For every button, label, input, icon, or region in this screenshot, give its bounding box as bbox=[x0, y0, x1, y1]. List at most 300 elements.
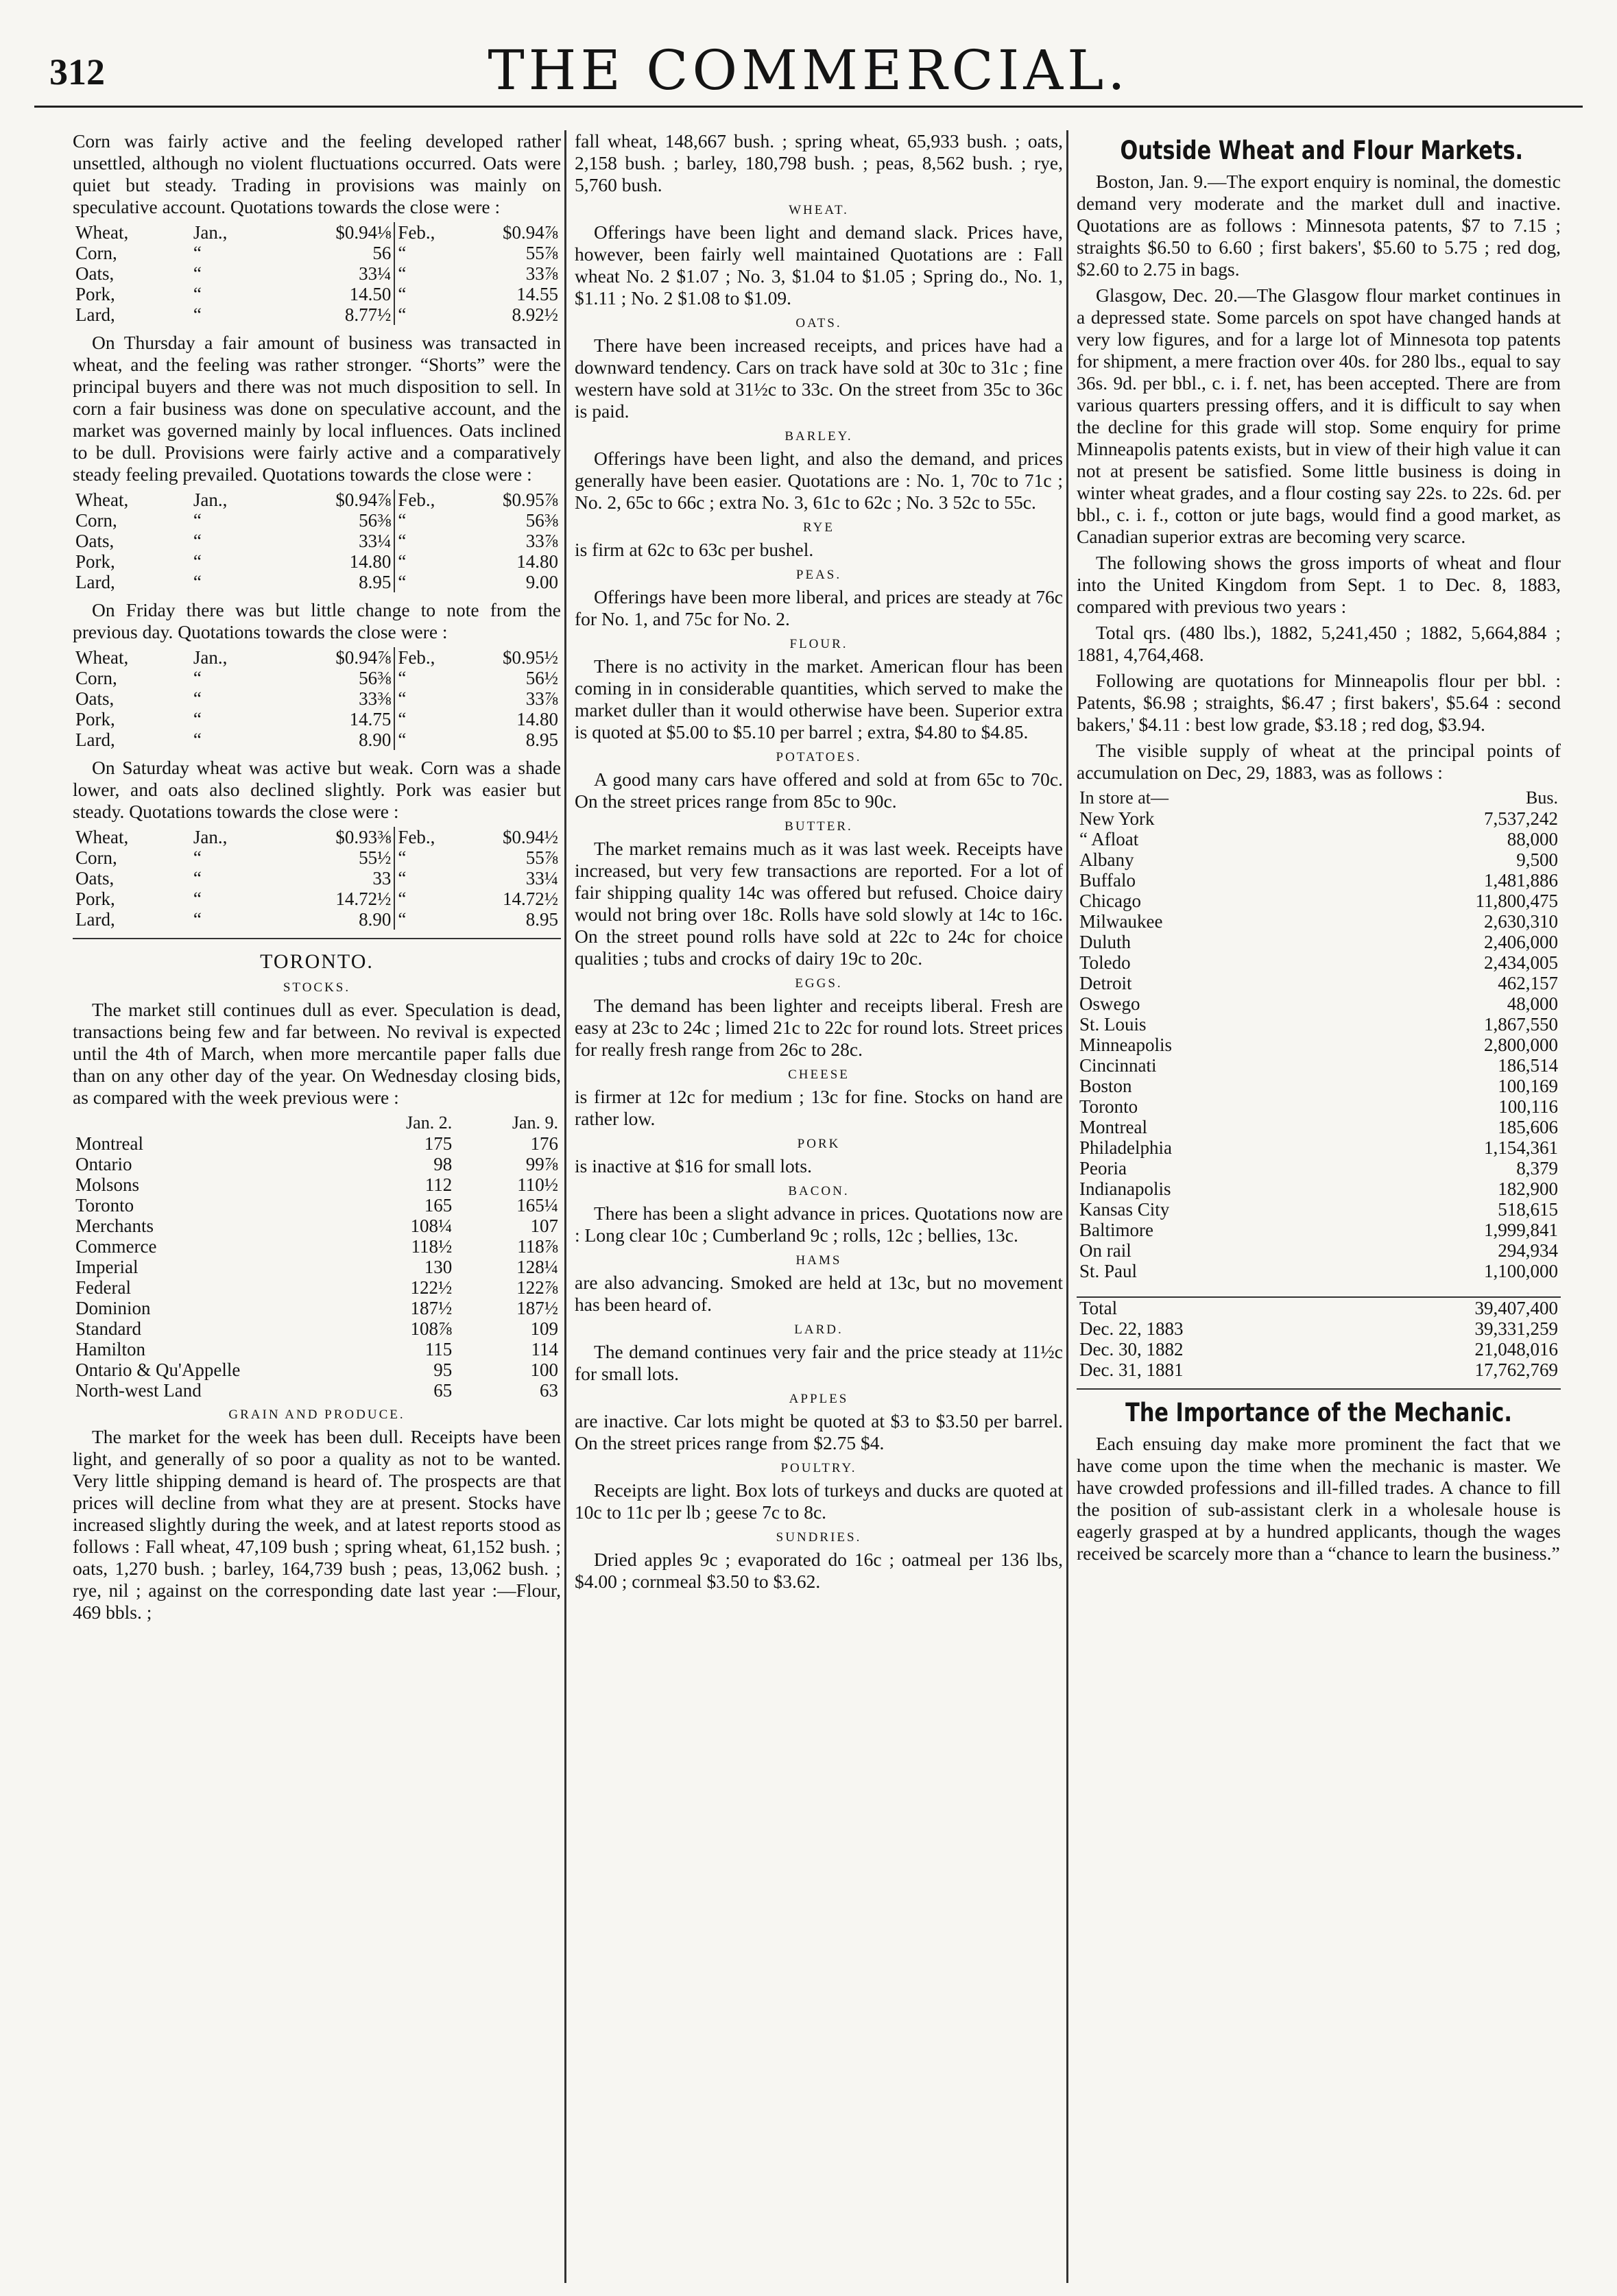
table-cell: Ontario bbox=[75, 1154, 132, 1174]
table-row bbox=[73, 889, 561, 909]
table-cell: 63 bbox=[540, 1380, 558, 1401]
paragraph: The following shows the gross imports of wheat and flour into the United Kingdom from Sept. 1 to Dec. 8, 1883, compared with previous two years : bbox=[1077, 552, 1561, 617]
subheading: LARD. bbox=[794, 1322, 843, 1337]
table-row bbox=[1077, 952, 1561, 973]
subheading: FLOUR. bbox=[789, 637, 848, 651]
table-cell: Wheat, bbox=[75, 827, 129, 847]
table-cell: 14.50 bbox=[349, 284, 392, 304]
table-cell: 8.90 bbox=[359, 729, 392, 750]
table-cell: Lard, bbox=[75, 572, 115, 592]
table-row bbox=[1077, 932, 1561, 952]
table-cell: 95 bbox=[433, 1360, 453, 1380]
paragraph: Each ensuing day make more prominent the fact that we have come upon the time when the mechanic is master. We have crowded professions and ill-filled trades. A chance to fill the position of sub-assistant clerk in a wholesale house is eagerly grasped at by a hundred applicants, though the wages received be scarcely more than a “chance to learn the business.” bbox=[1077, 1433, 1561, 1564]
subheading: GRAIN AND PRODUCE. bbox=[228, 1407, 405, 1422]
paragraph: There has been a slight advance in prices. Quotations now are : Long clear 10c ; Cumberland 9c ; rolls, 12c ; bellies, 13c. bbox=[575, 1203, 1063, 1246]
table-cell: 8.77½ bbox=[344, 304, 392, 325]
table-cell: 118½ bbox=[411, 1236, 453, 1257]
table-row bbox=[1077, 829, 1561, 849]
table-cell: Buffalo bbox=[1079, 870, 1136, 891]
table-row bbox=[73, 1216, 561, 1236]
table-cell: 8,379 bbox=[1516, 1158, 1558, 1179]
table-cell: Albany bbox=[1079, 849, 1134, 870]
table-cell: Standard bbox=[75, 1318, 141, 1339]
table-cell: 130 bbox=[424, 1257, 453, 1277]
table-cell: Jan., bbox=[193, 827, 228, 847]
table-row bbox=[1077, 1035, 1561, 1055]
table-cell: 100,116 bbox=[1498, 1096, 1558, 1117]
table-cell: Wheat, bbox=[75, 222, 129, 243]
table-cell: 56⅜ bbox=[525, 510, 558, 531]
paragraph: Total qrs. (480 lbs.), 1882, 5,241,450 ; 1882, 5,664,884 ; 1881, 4,764,468. bbox=[1077, 622, 1561, 665]
table-cell: 99⅞ bbox=[525, 1154, 558, 1174]
table-cell: 182,900 bbox=[1498, 1179, 1558, 1199]
table-row bbox=[1077, 1014, 1561, 1035]
table-row bbox=[1077, 911, 1561, 932]
table-cell: Oats, bbox=[75, 868, 115, 889]
table-row bbox=[73, 263, 561, 284]
table-row bbox=[1077, 849, 1561, 870]
table-row bbox=[1077, 1117, 1561, 1137]
table-cell: “ bbox=[394, 531, 438, 551]
table-row bbox=[73, 1277, 561, 1298]
table-cell: Philadelphia bbox=[1079, 1137, 1172, 1158]
subheading: RYE bbox=[803, 520, 835, 535]
table-row bbox=[73, 1339, 561, 1360]
table-cell: On rail bbox=[1079, 1240, 1131, 1261]
table-cell: Wheat, bbox=[75, 490, 129, 510]
table-cell: Indianapolis bbox=[1079, 1179, 1171, 1199]
table-cell: North-west Land bbox=[75, 1380, 202, 1401]
table-row bbox=[73, 709, 561, 729]
table-cell: 98 bbox=[433, 1154, 453, 1174]
paragraph: is inactive at $16 for small lots. bbox=[575, 1155, 812, 1176]
quotation-table bbox=[73, 827, 561, 930]
table-cell: “ bbox=[193, 263, 202, 284]
table-cell: Merchants bbox=[75, 1216, 154, 1236]
table-row bbox=[73, 647, 561, 668]
table-cell: “ bbox=[193, 847, 202, 868]
table-cell: Lard, bbox=[75, 909, 115, 930]
column-header: Bus. bbox=[1526, 788, 1558, 808]
table-row bbox=[1077, 1261, 1561, 1281]
table-cell: “ bbox=[193, 304, 202, 325]
table-cell: Dec. 30, 1882 bbox=[1079, 1339, 1184, 1360]
paragraph: On Friday there was but little change to note from the previous day. Quotations towards the close were : bbox=[73, 599, 561, 642]
table-cell: 2,434,005 bbox=[1484, 952, 1558, 973]
table-cell: 88,000 bbox=[1507, 829, 1558, 849]
table-cell: Corn, bbox=[75, 847, 117, 868]
paragraph: Offerings have been light, and also the demand, and prices generally have been easier. Quotations are : No. 1, 70c to 71c ; No. 2, 65c to 66c ; extra No. 3, 61c to 62c ; No. 3 52c to 55c. bbox=[575, 448, 1063, 513]
table-cell: Milwaukee bbox=[1079, 911, 1163, 932]
table-header bbox=[73, 1113, 561, 1133]
table-row bbox=[1077, 1199, 1561, 1220]
paragraph: On Thursday a fair amount of business was transacted in wheat, and the feeling was rather stronger. “Shorts” were the principal buyers and there was not much disposition to sell. In corn a fair business was done on speculative account, and the market was governed mainly by local influences. Oats inclined to be dull. Provisions were fairly active and a comparatively steady feeling prevailed. Quotations towards the close were : bbox=[73, 332, 561, 485]
table-cell: “ bbox=[394, 668, 438, 688]
stocks-body bbox=[73, 1133, 561, 1401]
table-cell: Total bbox=[1077, 1297, 1357, 1318]
table-cell: 1,867,550 bbox=[1484, 1014, 1558, 1035]
table-cell: 114 bbox=[531, 1339, 558, 1360]
table-cell: 33⅜ bbox=[359, 688, 392, 709]
table-cell: 1,100,000 bbox=[1484, 1261, 1558, 1281]
table-cell: 294,934 bbox=[1498, 1240, 1558, 1261]
table-cell: 17,762,769 bbox=[1474, 1360, 1558, 1380]
table-cell: St. Paul bbox=[1079, 1261, 1138, 1281]
table-cell: Boston bbox=[1079, 1076, 1132, 1096]
table-row bbox=[73, 1154, 561, 1174]
table-row bbox=[73, 551, 561, 572]
subheading: PORK bbox=[797, 1137, 841, 1151]
paragraph: The demand has been lighter and receipts liberal. Fresh are easy at 23c to 24c ; limed 21c to 22c for round lots. Street prices for really fresh range from 26c to 28c. bbox=[575, 995, 1063, 1060]
table-cell: “ bbox=[394, 709, 438, 729]
table-cell: 7,537,242 bbox=[1484, 808, 1558, 829]
table-row bbox=[1077, 1240, 1561, 1261]
quotation-table bbox=[73, 222, 561, 325]
table-cell: 1,999,841 bbox=[1484, 1220, 1558, 1240]
table-row bbox=[73, 909, 561, 930]
table-cell: 48,000 bbox=[1507, 993, 1558, 1014]
table-cell: Cincinnati bbox=[1079, 1055, 1157, 1076]
table-cell: Jan., bbox=[193, 647, 228, 668]
table-cell: 39,331,259 bbox=[1474, 1318, 1558, 1339]
table-cell: “ bbox=[394, 551, 438, 572]
subheading: POULTRY. bbox=[780, 1461, 857, 1475]
table-row bbox=[73, 572, 561, 592]
table-row bbox=[73, 688, 561, 709]
paragraph: There is no activity in the market. American flour has been coming in in considerable quantities, which served to make the market duller than it would otherwise have been. Superior extra is quoted at $5.00 to $5.10 per barrel ; extra, $4.80 to $4.85. bbox=[575, 655, 1063, 742]
table-cell: 65 bbox=[433, 1380, 453, 1401]
subheading: BUTTER. bbox=[784, 819, 853, 834]
table-cell: 185,606 bbox=[1498, 1117, 1558, 1137]
table-row bbox=[73, 1380, 561, 1401]
table-cell: Feb., bbox=[394, 647, 438, 668]
table-cell: “ bbox=[193, 889, 202, 909]
table-cell: “ bbox=[193, 909, 202, 930]
table-cell: 118⅞ bbox=[517, 1236, 558, 1257]
table-row bbox=[73, 1236, 561, 1257]
table-cell: “ bbox=[394, 284, 438, 304]
table-cell: “ bbox=[193, 688, 202, 709]
table-row bbox=[73, 1133, 561, 1154]
table-cell: “ bbox=[193, 709, 202, 729]
table-cell: 108¼ bbox=[410, 1216, 453, 1236]
table-cell: Oats, bbox=[75, 531, 115, 551]
table-cell: 56 bbox=[372, 243, 392, 263]
table-cell: “ bbox=[193, 284, 202, 304]
table-cell: 8.90 bbox=[359, 909, 392, 930]
paragraph: are inactive. Car lots might be quoted at $3 to $3.50 per barrel. On the street prices range from $2.75 $4. bbox=[575, 1410, 1063, 1453]
table-cell: $0.94⅞ bbox=[335, 490, 392, 510]
paragraph: Offerings have been light and demand slack. Prices have, however, been fairly well maintained Quotations are : Fall wheat No. 2 $1.07 ; No. 3, $1.04 to $1.05 ; Spring do., No. 1, $1.11 ; No. 2 $1.08 to $1.09. bbox=[575, 221, 1063, 309]
table-cell: $0.95½ bbox=[503, 647, 558, 668]
table-row bbox=[73, 531, 561, 551]
quotation-table bbox=[73, 647, 561, 750]
table-cell: 14.80 bbox=[516, 551, 558, 572]
table-cell: 2,800,000 bbox=[1484, 1035, 1558, 1055]
table-cell: 110½ bbox=[517, 1174, 558, 1195]
column-header: Jan. 2. bbox=[406, 1113, 453, 1133]
table-cell: 175 bbox=[424, 1133, 453, 1154]
table-row bbox=[73, 1174, 561, 1195]
table-cell: “ bbox=[193, 572, 202, 592]
paragraph: The demand continues very fair and the price steady at 11½c for small lots. bbox=[575, 1341, 1063, 1384]
table-row bbox=[1077, 1220, 1561, 1240]
subheading: BARLEY. bbox=[784, 429, 853, 444]
table-cell: “ bbox=[193, 868, 202, 889]
totals-body bbox=[1077, 1297, 1561, 1380]
table-cell: Duluth bbox=[1079, 932, 1131, 952]
table-row bbox=[73, 1360, 561, 1380]
table-cell: “ bbox=[193, 729, 202, 750]
table-cell: 21,048,016 bbox=[1474, 1339, 1558, 1360]
paragraph: Offerings have been more liberal, and prices are steady at 76c for No. 1, and 75c for No. 2. bbox=[575, 586, 1063, 629]
table-cell: 14.80 bbox=[516, 709, 558, 729]
quotation-table bbox=[73, 490, 561, 592]
table-cell: 14.72½ bbox=[503, 889, 558, 909]
table-cell: “ bbox=[394, 572, 438, 592]
subheading: CHEESE bbox=[788, 1067, 850, 1082]
subheading: OATS. bbox=[795, 316, 842, 330]
table-cell: 56⅜ bbox=[359, 668, 392, 688]
table-cell: Toledo bbox=[1079, 952, 1131, 973]
paragraph: There have been increased receipts, and prices have had a downward tendency. Cars on track have sold at 30c to 31c ; fine western have sold at 31½c to 33c. On the street from 35c to 36c is paid. bbox=[575, 335, 1063, 422]
table-cell: 187½ bbox=[516, 1298, 558, 1318]
table-cell: 9,500 bbox=[1516, 849, 1558, 870]
table-cell: Minneapolis bbox=[1079, 1035, 1172, 1055]
table-cell: Dec. 22, 1883 bbox=[1079, 1318, 1184, 1339]
table-cell: 33⅞ bbox=[525, 263, 558, 284]
paragraph: A good many cars have offered and sold at from 65c to 70c. On the street prices range from 85c to 90c. bbox=[575, 769, 1063, 812]
subheading: APPLES bbox=[789, 1392, 849, 1406]
table-cell: 122½ bbox=[410, 1277, 453, 1298]
subheading: WHEAT. bbox=[789, 203, 849, 217]
table-row bbox=[1077, 1096, 1561, 1117]
table-cell: “ bbox=[193, 243, 202, 263]
paragraph: is firmer at 12c for medium ; 13c for fine. Stocks on hand are rather low. bbox=[575, 1086, 1063, 1129]
table-cell: 176 bbox=[530, 1133, 558, 1154]
table-row bbox=[73, 1298, 561, 1318]
table-row bbox=[1077, 1158, 1561, 1179]
table-cell: “ bbox=[394, 243, 438, 263]
section-heading: TORONTO. bbox=[260, 950, 374, 973]
table-row bbox=[73, 729, 561, 750]
table-cell: Oats, bbox=[75, 688, 115, 709]
table-row bbox=[73, 668, 561, 688]
table-row bbox=[73, 304, 561, 325]
subheading: POTATOES. bbox=[776, 750, 862, 764]
table-cell: Molsons bbox=[75, 1174, 140, 1195]
table-cell: $0.94⅛ bbox=[335, 222, 392, 243]
table-cell: $0.94⅞ bbox=[503, 222, 558, 243]
table-cell: 462,157 bbox=[1498, 973, 1558, 993]
table-cell: Corn, bbox=[75, 668, 117, 688]
column-header: In store at— bbox=[1079, 788, 1169, 808]
table-cell: 108⅞ bbox=[410, 1318, 453, 1339]
table-cell: Lard, bbox=[75, 729, 115, 750]
column-header: Jan. 9. bbox=[512, 1113, 558, 1133]
table-cell: Pork, bbox=[75, 551, 115, 572]
table-cell: 14.72½ bbox=[335, 889, 392, 909]
table-cell: Feb., bbox=[394, 222, 438, 243]
divider bbox=[73, 938, 561, 939]
paragraph: Corn was fairly active and the feeling developed rather unsettled, although no violent fluctuations occurred. Oats were quiet but steady. Trading in provisions was mainly on speculative account. Quotations towards the close were : bbox=[73, 130, 561, 217]
table-row bbox=[1077, 1055, 1561, 1076]
table-cell: 165 bbox=[424, 1195, 453, 1216]
table-cell: Wheat, bbox=[75, 647, 129, 668]
table-row bbox=[1077, 891, 1561, 911]
table-cell: Jan., bbox=[193, 490, 228, 510]
table-cell: 165¼ bbox=[516, 1195, 558, 1216]
table-cell: 14.55 bbox=[516, 284, 558, 304]
table-cell: 56⅜ bbox=[359, 510, 392, 531]
column-1 bbox=[73, 130, 561, 1628]
table-cell: Corn, bbox=[75, 510, 117, 531]
table-cell: 128¼ bbox=[516, 1257, 558, 1277]
table-cell: 39,407,400 bbox=[1357, 1297, 1561, 1318]
table-cell: 8.95 bbox=[525, 909, 558, 930]
table-row bbox=[1077, 973, 1561, 993]
page-number: 312 bbox=[49, 51, 105, 93]
visible-supply-table bbox=[1077, 788, 1561, 1380]
table-cell: 14.75 bbox=[349, 709, 392, 729]
table-row bbox=[1077, 1360, 1561, 1380]
table-cell: 112 bbox=[424, 1174, 453, 1195]
table-cell: “ bbox=[193, 510, 202, 531]
paragraph: fall wheat, 148,667 bush. ; spring wheat, 65,933 bush. ; oats, 2,158 bush. ; barley, 180,798 bush. ; peas, 8,562 bush. ; rye, 5,760 bush. bbox=[575, 130, 1063, 195]
table-row bbox=[73, 284, 561, 304]
table-cell: 109 bbox=[530, 1318, 558, 1339]
table-cell: 33¼ bbox=[359, 531, 392, 551]
paragraph: On Saturday wheat was active but weak. Corn was a shade lower, and oats also declined slightly. Pork was easier but steady. Quotations towards the close were : bbox=[73, 757, 561, 822]
table-cell: Imperial bbox=[75, 1257, 139, 1277]
table-row bbox=[1077, 870, 1561, 891]
table-cell: “ bbox=[394, 510, 438, 531]
column-2 bbox=[575, 130, 1063, 1597]
paragraph: is firm at 62c to 63c per bushel. bbox=[575, 539, 814, 560]
table-row bbox=[1077, 993, 1561, 1014]
table-cell: St. Louis bbox=[1079, 1014, 1147, 1035]
table-cell: 11,800,475 bbox=[1475, 891, 1558, 911]
article-heading: Outside Wheat and Flour Markets. bbox=[1120, 136, 1524, 165]
table-row bbox=[73, 847, 561, 868]
table-cell: Toronto bbox=[1079, 1096, 1138, 1117]
table-cell: Peoria bbox=[1079, 1158, 1127, 1179]
table-cell: Ontario & Qu'Appelle bbox=[75, 1360, 241, 1380]
table-cell: Kansas City bbox=[1079, 1199, 1170, 1220]
table-row bbox=[73, 1195, 561, 1216]
table-cell: 100 bbox=[530, 1360, 558, 1380]
table-cell: $0.93⅜ bbox=[335, 827, 392, 847]
table-row bbox=[73, 490, 561, 510]
table-cell: Chicago bbox=[1079, 891, 1141, 911]
table-cell: $0.95⅞ bbox=[503, 490, 558, 510]
table-cell: 2,630,310 bbox=[1484, 911, 1558, 932]
article-heading: The Importance of the Mechanic. bbox=[1125, 1398, 1512, 1427]
table-cell: 55⅞ bbox=[525, 243, 558, 263]
table-cell: 100,169 bbox=[1498, 1076, 1558, 1096]
table-header bbox=[1077, 788, 1561, 808]
table-cell: 1,481,886 bbox=[1484, 870, 1558, 891]
subheading: EGGS. bbox=[795, 976, 843, 991]
paragraph: Boston, Jan. 9.—The export enquiry is nominal, the domestic demand very moderate and the market dull and inactive. Quotations are as follows : Minnesota patents, $7 to 7.15 ; straights $6.50 to 6.60 ; first bakers', $5.60 to 5.75 ; red dog, $2.60 to 2.75 in bags. bbox=[1077, 171, 1561, 280]
paragraph: Following are quotations for Minneapolis flour per bbl. : Patents, $6.98 ; straights, $6.47 ; first bakers', $5.64 : second bakers,' $4.11 : best low grade, $3.18 ; red dog, $3.94. bbox=[1077, 670, 1561, 735]
table-row bbox=[73, 243, 561, 263]
table-cell: “ bbox=[394, 263, 438, 284]
table-cell: 33¼ bbox=[525, 868, 558, 889]
paragraph: The market remains much as it was last week. Receipts have increased, but very few transactions are reported. For a lot of fair shipping quality 14c was offered but refused. Choice dairy would not bring over 18c. Rolls have sold slowly at 14c to 16c. On the street pound rolls have sold at 22c to 24c for choice qualities ; tubs and crocks of dairy 19c to 20c. bbox=[575, 838, 1063, 969]
table-row bbox=[1077, 1076, 1561, 1096]
paragraph: The market still continues dull as ever. Speculation is dead, transactions being few and far between. No revival is expected until the 4th of March, when more mercantile paper falls due than on any other day of the year. On Wednesday closing bids, as compared with the week previous were : bbox=[73, 999, 561, 1108]
table-cell: 8.95 bbox=[525, 729, 558, 750]
table-cell: 1,154,361 bbox=[1484, 1137, 1558, 1158]
paragraph: The visible supply of wheat at the principal points of accumulation on Dec, 29, 1883, was as follows : bbox=[1077, 740, 1561, 783]
table-cell: 55½ bbox=[359, 847, 392, 868]
table-cell: “ bbox=[193, 531, 202, 551]
table-cell: Detroit bbox=[1079, 973, 1132, 993]
table-cell: 33¼ bbox=[359, 263, 392, 284]
table-cell: 33⅞ bbox=[525, 531, 558, 551]
table-cell: 115 bbox=[424, 1339, 453, 1360]
table-cell: 55⅞ bbox=[525, 847, 558, 868]
table-cell: “ bbox=[394, 847, 438, 868]
paragraph: The market for the week has been dull. Receipts have been light, and generally of so poor a quality as not to be wanted. Very little shipping demand is heard of. The prospects are that prices will decline from what they are at present. Stocks have increased slightly during the week, and at latest reports stood as follows : Fall wheat, 47,109 bush ; spring wheat, 61,152 bush. ; oats, 1,270 bush. ; barley, 164,739 bush ; peas, 13,062 bush. ; rye, nil ; against on the corresponding date last year :—Flour, 469 bbls. ; bbox=[73, 1426, 561, 1623]
table-row bbox=[1077, 1179, 1561, 1199]
table-row bbox=[73, 1257, 561, 1277]
table-cell: Pork, bbox=[75, 284, 115, 304]
table-row bbox=[1077, 1318, 1561, 1339]
subheading: SUNDRIES. bbox=[776, 1530, 862, 1545]
table-cell: Baltimore bbox=[1079, 1220, 1153, 1240]
table-cell: 107 bbox=[530, 1216, 558, 1236]
table-cell: 14.80 bbox=[349, 551, 392, 572]
table-cell: New York bbox=[1079, 808, 1155, 829]
subheading: PEAS. bbox=[795, 568, 842, 582]
table-row bbox=[1077, 808, 1561, 829]
table-cell: Corn, bbox=[75, 243, 117, 263]
table-cell: 122⅞ bbox=[516, 1277, 558, 1298]
column-3 bbox=[1077, 130, 1561, 1569]
table-cell: “ bbox=[394, 868, 438, 889]
column-rule bbox=[1066, 130, 1068, 2283]
table-row bbox=[73, 222, 561, 243]
table-row bbox=[1077, 1339, 1561, 1360]
paragraph: Glasgow, Dec. 20.—The Glasgow flour market continues in a depressed state. Some parcels on spot have changed hands at very low figures, and for a large lot of Minnesota top patents for shipment, a mere fraction over 40s. for 280 lbs., equal to say 36s. 9d. per bbl., c. i. f. net, has been accepted. There are from various quarters pressing offers, and it is difficult to say when the decline for this grade will stop. Some enquiry for prime Minneapolis patents exists, but in view of their high value it can not at present be satisfied. Some little business is doing in winter wheat grades, and a flour costing say 22s. to 22s. 6d. per bbl., c. i. f., cotton or jute bags, would find a good market, as Canadian superior extras are becoming very scarce. bbox=[1077, 285, 1561, 547]
paragraph: are also advancing. Smoked are held at 13c, but no movement has been heard of. bbox=[575, 1272, 1063, 1315]
table-cell: 56½ bbox=[525, 668, 558, 688]
table-cell: “ bbox=[193, 668, 202, 688]
table-cell: Toronto bbox=[75, 1195, 134, 1216]
table-cell: Feb., bbox=[394, 827, 438, 847]
table-row bbox=[73, 868, 561, 889]
paragraph: Dried apples 9c ; evaporated do 16c ; oatmeal per 136 lbs, $4.00 ; cornmeal $3.50 to $3.62. bbox=[575, 1549, 1063, 1592]
table-cell: “ bbox=[394, 729, 438, 750]
table-cell: Feb., bbox=[394, 490, 438, 510]
table-cell: Oswego bbox=[1079, 993, 1140, 1014]
subheading: STOCKS. bbox=[283, 980, 351, 995]
paragraph: Receipts are light. Box lots of turkeys and ducks are quoted at 10c to 11c per lb ; geese 7c to 8c. bbox=[575, 1479, 1063, 1523]
page-header bbox=[34, 23, 1583, 108]
subheading: HAMS bbox=[795, 1253, 842, 1268]
table-row bbox=[73, 510, 561, 531]
table-cell: Jan., bbox=[193, 222, 228, 243]
table-row bbox=[1077, 1297, 1561, 1318]
table-row bbox=[73, 827, 561, 847]
table-row bbox=[1077, 1137, 1561, 1158]
table-cell: 518,615 bbox=[1498, 1199, 1558, 1220]
table-cell: “ bbox=[394, 889, 438, 909]
table-cell: 8.92½ bbox=[512, 304, 558, 325]
table-cell: Montreal bbox=[75, 1133, 143, 1154]
